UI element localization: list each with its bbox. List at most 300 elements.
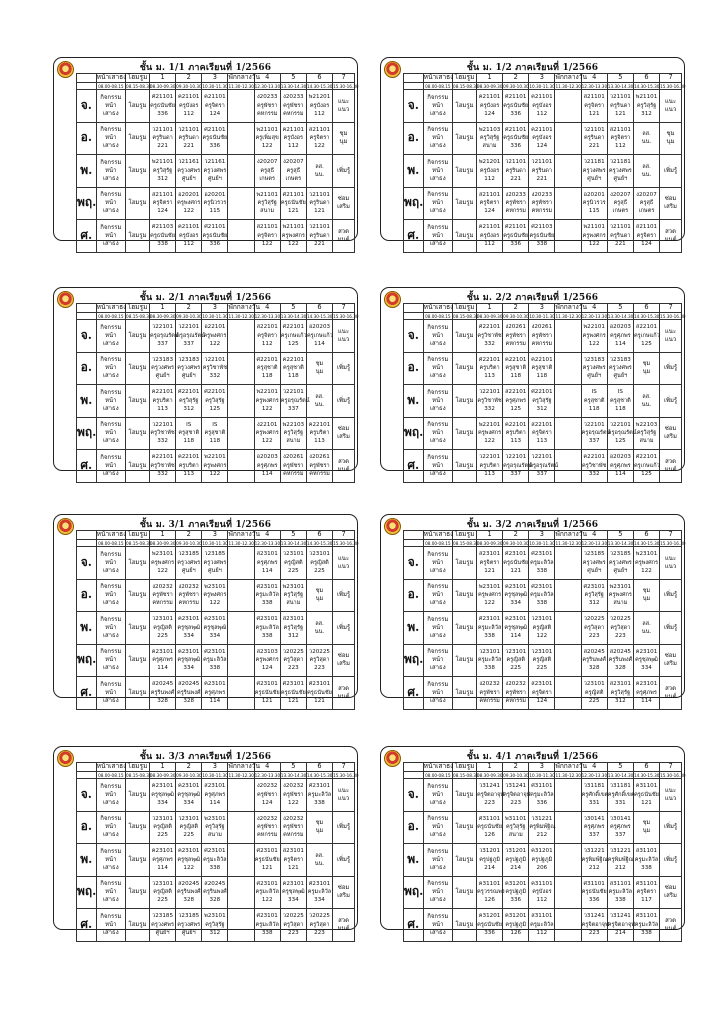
room-number: 338 xyxy=(261,929,273,936)
teacher-name: ครูสุชาติ xyxy=(178,430,200,437)
teacher-name: ครูรินดา xyxy=(610,102,631,109)
day-label: จ. xyxy=(404,779,424,812)
teacher-name: ครูบังอร xyxy=(479,102,500,109)
day-row xyxy=(404,450,682,483)
day-label: พฤ. xyxy=(77,417,97,450)
teacher-name: ครูชุลพุฒิ xyxy=(177,791,201,798)
room-number: ศูนย์ฯ xyxy=(207,175,222,182)
period-7-activity xyxy=(660,579,682,612)
teacher-name: ครูวิสุรัฐ xyxy=(283,624,304,631)
day-row xyxy=(77,385,355,418)
room-number: 338 xyxy=(314,799,325,806)
class-cell xyxy=(306,811,332,844)
timetable-card xyxy=(53,57,359,247)
subject-code: ว31221 xyxy=(609,848,631,855)
teacher-name: ครูวิสุดา xyxy=(584,624,605,631)
room-number: 121 xyxy=(314,208,325,215)
period-header: 2 xyxy=(503,763,529,772)
subject-code: ว22101 xyxy=(583,421,605,428)
homeroom-cell: โฮมรูม xyxy=(453,612,477,645)
day-row xyxy=(404,844,682,877)
subject-code: ง20232 xyxy=(505,681,526,688)
period-header: 3 xyxy=(529,304,555,313)
teacher-name: ครูจิตอาจุฬ xyxy=(503,791,531,798)
teacher-name: ครูมะลิวัล xyxy=(477,657,502,664)
room-number: ศูนย์ฯ xyxy=(181,373,196,380)
room-number: 114 xyxy=(157,864,168,871)
period-header: โฮมรูม xyxy=(453,531,477,540)
time-slot: 15.30-16.30 xyxy=(333,83,359,89)
teacher-name: ครูพัชรา xyxy=(283,102,304,109)
subject-code: ว31221 xyxy=(531,815,553,822)
teacher-name: ครูจิตรา xyxy=(636,232,657,239)
class-cell xyxy=(280,579,306,612)
subject-code: ชุม xyxy=(315,820,324,827)
teacher-name: ครูรินพงศ์ xyxy=(203,889,227,896)
subject-code: พ21201 xyxy=(478,159,501,166)
teacher-name: ครูรินดา xyxy=(505,167,526,174)
activity-text: นุม xyxy=(666,138,675,146)
day-row xyxy=(77,677,355,710)
room-number: 122 xyxy=(209,600,221,607)
subject-code: พ22103 xyxy=(635,421,658,428)
room-number: 338 xyxy=(484,632,495,639)
subject-code: พ23101 xyxy=(478,583,501,590)
subject-code: ว31241 xyxy=(609,913,631,920)
period-header: 4 xyxy=(581,531,607,540)
teacher-name: ครูเพิ่มสุข xyxy=(255,135,279,142)
subject-code: ว23101 xyxy=(531,648,553,655)
period-header: โฮมรูม xyxy=(453,763,477,772)
flag-activity-cell: กิจกรรม หน้า เสาธง xyxy=(423,90,452,123)
room-number: 328 xyxy=(183,897,195,904)
period-header: 6 xyxy=(633,304,659,313)
time-row xyxy=(404,540,682,547)
teacher-name: ครูญิสติ xyxy=(310,559,329,566)
subject-code: ว22101 xyxy=(178,324,200,331)
period-7-activity xyxy=(333,385,355,418)
teacher-name: ครูมะลิวัล xyxy=(608,889,633,896)
time-slot: 09.30-10.30 xyxy=(503,540,529,546)
homeroom-cell: โฮมรูม xyxy=(453,352,477,385)
class-cell xyxy=(633,612,659,645)
class-cell xyxy=(202,811,228,844)
period-header: 1 xyxy=(477,763,503,772)
teacher-name: ครูสุชาติ xyxy=(282,365,304,372)
class-cell xyxy=(581,385,607,418)
time-slot: 10.30-11.30 xyxy=(202,540,228,546)
homeroom-cell: โฮมรูม xyxy=(126,220,150,253)
activity-text: มนต์ xyxy=(664,235,677,243)
time-slot: 10.30-11.30 xyxy=(202,83,228,89)
class-cell xyxy=(254,779,280,812)
room-number: คหกรรม xyxy=(152,600,173,607)
class-cell xyxy=(202,155,228,188)
class-cell xyxy=(306,644,332,677)
period-header: พักกลางวัน xyxy=(555,762,587,771)
teacher-name: ครูมะลิวัล xyxy=(255,889,279,896)
class-cell xyxy=(280,844,306,877)
homeroom-cell: โฮมรูม xyxy=(453,811,477,844)
room-number: 221 xyxy=(510,175,522,182)
subject-code: พ23101 xyxy=(282,583,305,590)
class-cell xyxy=(633,352,659,385)
homeroom-cell: โฮมรูม xyxy=(453,844,477,877)
class-cell xyxy=(503,677,529,710)
teacher-name: นน. xyxy=(314,171,325,178)
subject-code: ส20245 xyxy=(178,681,200,688)
subject-code: ค23101 xyxy=(504,583,527,590)
subject-code: ค23101 xyxy=(151,783,174,790)
room-number: 122 xyxy=(261,240,273,247)
subject-code: อ20203 xyxy=(256,454,278,461)
class-cell xyxy=(306,352,332,385)
room-number: 331 xyxy=(588,799,600,806)
period-header: โฮมรูม xyxy=(126,304,150,313)
time-slot: 09.30-10.30 xyxy=(176,772,202,778)
room-number: 118 xyxy=(588,405,600,412)
room-number: 121 xyxy=(588,110,600,117)
time-slot: 10.30-11.30 xyxy=(202,772,228,778)
class-cell xyxy=(280,385,310,418)
subject-code: ศ31101 xyxy=(531,783,553,790)
corner-cell xyxy=(404,304,424,313)
day-label: พฤ. xyxy=(404,644,424,677)
class-cell xyxy=(202,612,228,645)
teacher-name: ครูพัชรา xyxy=(283,791,304,798)
teacher-name: ครูวิชาพัช xyxy=(202,365,228,372)
activity-text: เพิ่มรู้ xyxy=(336,623,351,631)
room-number: 112 xyxy=(536,897,548,904)
teacher-name: ครูจิตอาจุฬ xyxy=(477,791,505,798)
day-row xyxy=(77,844,355,877)
class-cell xyxy=(306,122,332,155)
class-cell xyxy=(633,909,659,942)
subject-code: ศ21103 xyxy=(531,224,553,231)
room-number: 122 xyxy=(261,897,273,904)
subject-code: ว21101 xyxy=(609,94,631,101)
period-header: หน้าเสาธง xyxy=(423,530,454,539)
teacher-name: ครูรินพงศ์ xyxy=(608,657,633,664)
class-cell xyxy=(202,220,228,253)
room-number: 122 xyxy=(484,438,495,445)
activity-text: แนะ xyxy=(664,327,677,335)
period-7-activity xyxy=(333,612,355,645)
timetable-title: ชั้น ม. 1/1 ภาคเรียนที่ 1/2566 xyxy=(139,63,272,73)
activity-text: มนต์ xyxy=(664,692,677,700)
class-cell xyxy=(633,220,659,253)
day-label: พฤ. xyxy=(77,644,97,677)
flag-activity-cell: กิจกรรม หน้า เสาธง xyxy=(423,417,452,450)
period-7-activity xyxy=(333,320,355,353)
teacher-name: นุม xyxy=(315,596,324,603)
subject-code: ศ22101 xyxy=(204,389,226,396)
period-header: 7 xyxy=(333,304,355,313)
subject-code: ส23101 xyxy=(282,616,304,623)
activity-text: เสริม xyxy=(664,892,677,900)
room-number: สนาม xyxy=(482,143,497,150)
subject-code: ง20261 xyxy=(531,324,553,331)
teacher-name: ครูศุภพร xyxy=(256,462,278,469)
time-slot: 15.30-16.30 xyxy=(660,540,686,546)
flag-activity-cell: กิจกรรม หน้า เสาธง xyxy=(96,612,125,645)
room-number: 112 xyxy=(484,175,495,182)
class-cell xyxy=(202,844,228,877)
class-cell xyxy=(176,547,202,580)
room-number: สนาม xyxy=(639,438,654,445)
subject-code: พ21101 xyxy=(256,126,278,133)
period-header: หน้าเสาธง xyxy=(96,73,127,82)
flag-activity-cell: กิจกรรม หน้า เสาธง xyxy=(423,547,452,580)
subject-code: ส31101 xyxy=(635,848,658,855)
homeroom-cell: โฮมรูม xyxy=(453,579,477,612)
teacher-name: ครูรินดา xyxy=(309,232,330,239)
class-cell xyxy=(503,876,529,909)
time-slot: 09.30-10.30 xyxy=(176,313,202,319)
time-slot: 10.30-11.30 xyxy=(202,313,228,319)
activity-text: แนะ xyxy=(664,97,677,105)
time-slot: 08.15-08.30 xyxy=(453,83,479,89)
subject-code: ค21101 xyxy=(531,94,553,101)
class-cell xyxy=(581,450,607,483)
time-slot: 10.30-11.30 xyxy=(529,540,555,546)
teacher-name: ครูศุภพร xyxy=(610,332,631,339)
period-header: พักกลางวัน xyxy=(228,530,260,539)
subject-code: ส21101 xyxy=(478,191,501,198)
activity-text: แนะ xyxy=(664,554,677,562)
time-slot: 14.30-15.30 xyxy=(633,772,660,778)
subject-code: ว23101 xyxy=(505,648,527,655)
teacher-name: ครูธนันชัย xyxy=(307,689,332,696)
room-number: 334 xyxy=(183,665,195,672)
room-number: 115 xyxy=(588,208,600,215)
activity-text: เพิ่มรู้ xyxy=(663,623,678,631)
room-number: 126 xyxy=(484,832,495,839)
corner-cell xyxy=(404,74,424,83)
room-number: 334 xyxy=(314,897,325,904)
room-number: สนาม xyxy=(207,832,222,839)
teacher-name: ครูวิสุรัฐ xyxy=(179,397,199,404)
day-label: ศ. xyxy=(404,909,424,942)
subject-code: ศ21101 xyxy=(151,94,174,101)
activity-text: ชุม xyxy=(339,130,348,138)
class-cell xyxy=(581,90,607,123)
day-row xyxy=(77,122,355,155)
room-number: 338 xyxy=(261,600,273,607)
class-cell xyxy=(477,677,503,710)
teacher-name: ครูวงศพร xyxy=(608,365,632,372)
room-number: 338 xyxy=(641,864,652,871)
timetable-grid xyxy=(403,530,686,710)
room-number: 331 xyxy=(615,799,626,806)
room-number: 337 xyxy=(183,340,195,347)
room-number: 121 xyxy=(288,697,299,704)
subject-code: ส22101 xyxy=(635,324,658,331)
activity-text: สวด xyxy=(338,227,350,235)
room-number: 225 xyxy=(157,632,168,639)
room-number: 223 xyxy=(588,929,600,936)
lunch-cell xyxy=(228,612,254,645)
room-number: 114 xyxy=(209,697,221,704)
class-cell xyxy=(254,417,280,450)
day-row xyxy=(404,579,682,612)
class-cell xyxy=(280,122,306,155)
lunch-cell xyxy=(555,644,581,677)
subject-code: ง20261 xyxy=(283,454,304,461)
homeroom-cell: โฮมรูม xyxy=(126,779,150,812)
class-cell xyxy=(633,155,659,188)
class-cell xyxy=(254,352,280,385)
subject-code: ส21101 xyxy=(151,191,174,198)
activity-text: เสริม xyxy=(337,433,350,441)
room-number: 114 xyxy=(261,567,273,574)
flag-activity-cell: กิจกรรม หน้า เสาธง xyxy=(96,320,125,353)
period-7-activity xyxy=(660,547,682,580)
class-cell xyxy=(503,811,529,844)
teacher-name: ครูมะลิวัล xyxy=(634,921,659,928)
day-label: พ. xyxy=(77,612,97,645)
room-number: 112 xyxy=(536,110,548,117)
period-header: 3 xyxy=(529,74,555,83)
teacher-name: ครูวิสุรัฐ xyxy=(205,397,225,404)
period-header: 3 xyxy=(202,763,228,772)
lunch-cell xyxy=(228,90,254,123)
class-cell xyxy=(150,547,176,580)
time-slot: 14.30-15.30 xyxy=(633,83,660,89)
flag-activity-cell: กิจกรรม หน้า เสาธง xyxy=(423,122,452,155)
teacher-name: ครูธนันชัย xyxy=(503,135,529,142)
timetable-card xyxy=(53,287,359,477)
time-slot: 12.30-13.30 xyxy=(254,83,281,89)
class-cell xyxy=(176,612,202,645)
flag-activity-cell: กิจกรรม หน้า เสาธง xyxy=(96,677,125,710)
class-cell xyxy=(529,220,555,253)
teacher-name: ครูมะลิวัล xyxy=(255,592,279,599)
homeroom-cell: โฮมรูม xyxy=(453,450,477,483)
class-cell xyxy=(280,417,306,450)
room-number: 118 xyxy=(261,373,273,380)
flag-activity-cell: กิจกรรม หน้า เสาธง xyxy=(96,155,125,188)
class-cell xyxy=(607,547,633,580)
teacher-name: ครูพัชรา xyxy=(178,592,199,599)
day-row xyxy=(77,779,355,812)
activity-text: สวด xyxy=(338,457,350,465)
subject-code: ว20225 xyxy=(609,616,631,623)
activity-text: เพิ่มรู้ xyxy=(336,855,351,863)
homeroom-cell: โฮมรูม xyxy=(126,187,150,220)
day-label: อ. xyxy=(404,352,424,385)
class-cell xyxy=(306,779,332,812)
homeroom-cell: โฮมรูม xyxy=(126,122,150,155)
class-cell xyxy=(306,220,332,253)
period-header: 4 xyxy=(254,304,280,313)
lunch-cell xyxy=(228,644,254,677)
period-header: 7 xyxy=(660,531,682,540)
day-label: จ. xyxy=(404,90,424,123)
class-cell xyxy=(176,811,202,844)
teacher-name: ครูวิชาพัช xyxy=(477,332,502,339)
subject-code: ว31201 xyxy=(479,848,501,855)
subject-code: ค31201 xyxy=(504,913,527,920)
room-number: 338 xyxy=(209,665,221,672)
day-label: พ. xyxy=(404,612,424,645)
class-cell xyxy=(633,90,659,123)
room-number: 115 xyxy=(209,208,221,215)
class-cell xyxy=(176,417,202,450)
class-cell xyxy=(503,417,529,450)
room-number: 334 xyxy=(641,665,652,672)
class-cell xyxy=(607,320,633,353)
subject-code: ศ21101 xyxy=(204,126,226,133)
class-cell xyxy=(477,122,503,155)
teacher-name: ครูพงศกร xyxy=(582,332,606,339)
activity-text: มนต์ xyxy=(337,235,350,243)
class-cell xyxy=(581,320,607,353)
room-number: เกษตร xyxy=(638,208,655,215)
subject-code: ส22101 xyxy=(505,389,527,396)
room-number: 337 xyxy=(588,438,600,445)
teacher-name: ครูรินพงศ์ xyxy=(176,689,201,696)
teacher-name: ครูมะลิวัล xyxy=(307,791,332,798)
subject-code: พ21101 xyxy=(256,191,278,198)
class-cell xyxy=(280,220,306,253)
class-cell xyxy=(477,220,503,253)
room-number: 125 xyxy=(641,470,652,477)
homeroom-cell: โฮมรูม xyxy=(453,779,477,812)
subject-code: ค22101 xyxy=(504,421,527,428)
day-row xyxy=(404,187,682,220)
period-header: 6 xyxy=(306,304,332,313)
subject-code: อ20201 xyxy=(178,191,200,198)
teacher-name: ครูวิชาพัช xyxy=(477,397,502,404)
room-number: 332 xyxy=(157,470,168,477)
room-number: 114 xyxy=(615,340,626,347)
period-7-activity xyxy=(660,677,682,710)
teacher-name: ครูวงศพร xyxy=(203,167,227,174)
class-cell xyxy=(529,779,555,812)
subject-code: ศ22101 xyxy=(256,356,278,363)
teacher-name: ครูจิตรา xyxy=(636,889,657,896)
time-slot: 11.30-12.30 xyxy=(228,313,254,319)
room-number: 338 xyxy=(615,897,626,904)
subject-code: ศ23101 xyxy=(505,551,527,558)
time-slot: 08.30-09.30 xyxy=(477,772,503,778)
subject-code: ว21101 xyxy=(609,224,631,231)
room-number: 221 xyxy=(183,143,195,150)
subject-code: ศ22101 xyxy=(282,324,305,331)
activity-text: เสริม xyxy=(337,660,350,668)
lunch-cell xyxy=(555,579,581,612)
room-number: 122 xyxy=(261,438,273,445)
room-number: 122 xyxy=(641,567,652,574)
class-cell xyxy=(150,677,176,710)
period-header: 6 xyxy=(633,763,659,772)
homeroom-cell: โฮมรูม xyxy=(453,320,477,353)
period-7-activity xyxy=(333,779,355,812)
class-cell xyxy=(529,417,555,450)
subject-code: ค21101 xyxy=(177,224,200,231)
time-slot: 09.30-10.30 xyxy=(503,313,529,319)
day-label: พฤ. xyxy=(404,876,424,909)
subject-code: ค31101 xyxy=(635,783,658,790)
activity-text: เพิ่มรู้ xyxy=(663,823,678,831)
class-cell xyxy=(607,644,633,677)
period-header: 1 xyxy=(477,74,503,83)
subject-code: ง20233 xyxy=(505,191,526,198)
flag-activity-cell: กิจกรรม หน้า เสาธง xyxy=(423,155,452,188)
subject-code: ส21101 xyxy=(256,224,278,231)
class-cell xyxy=(280,155,306,188)
